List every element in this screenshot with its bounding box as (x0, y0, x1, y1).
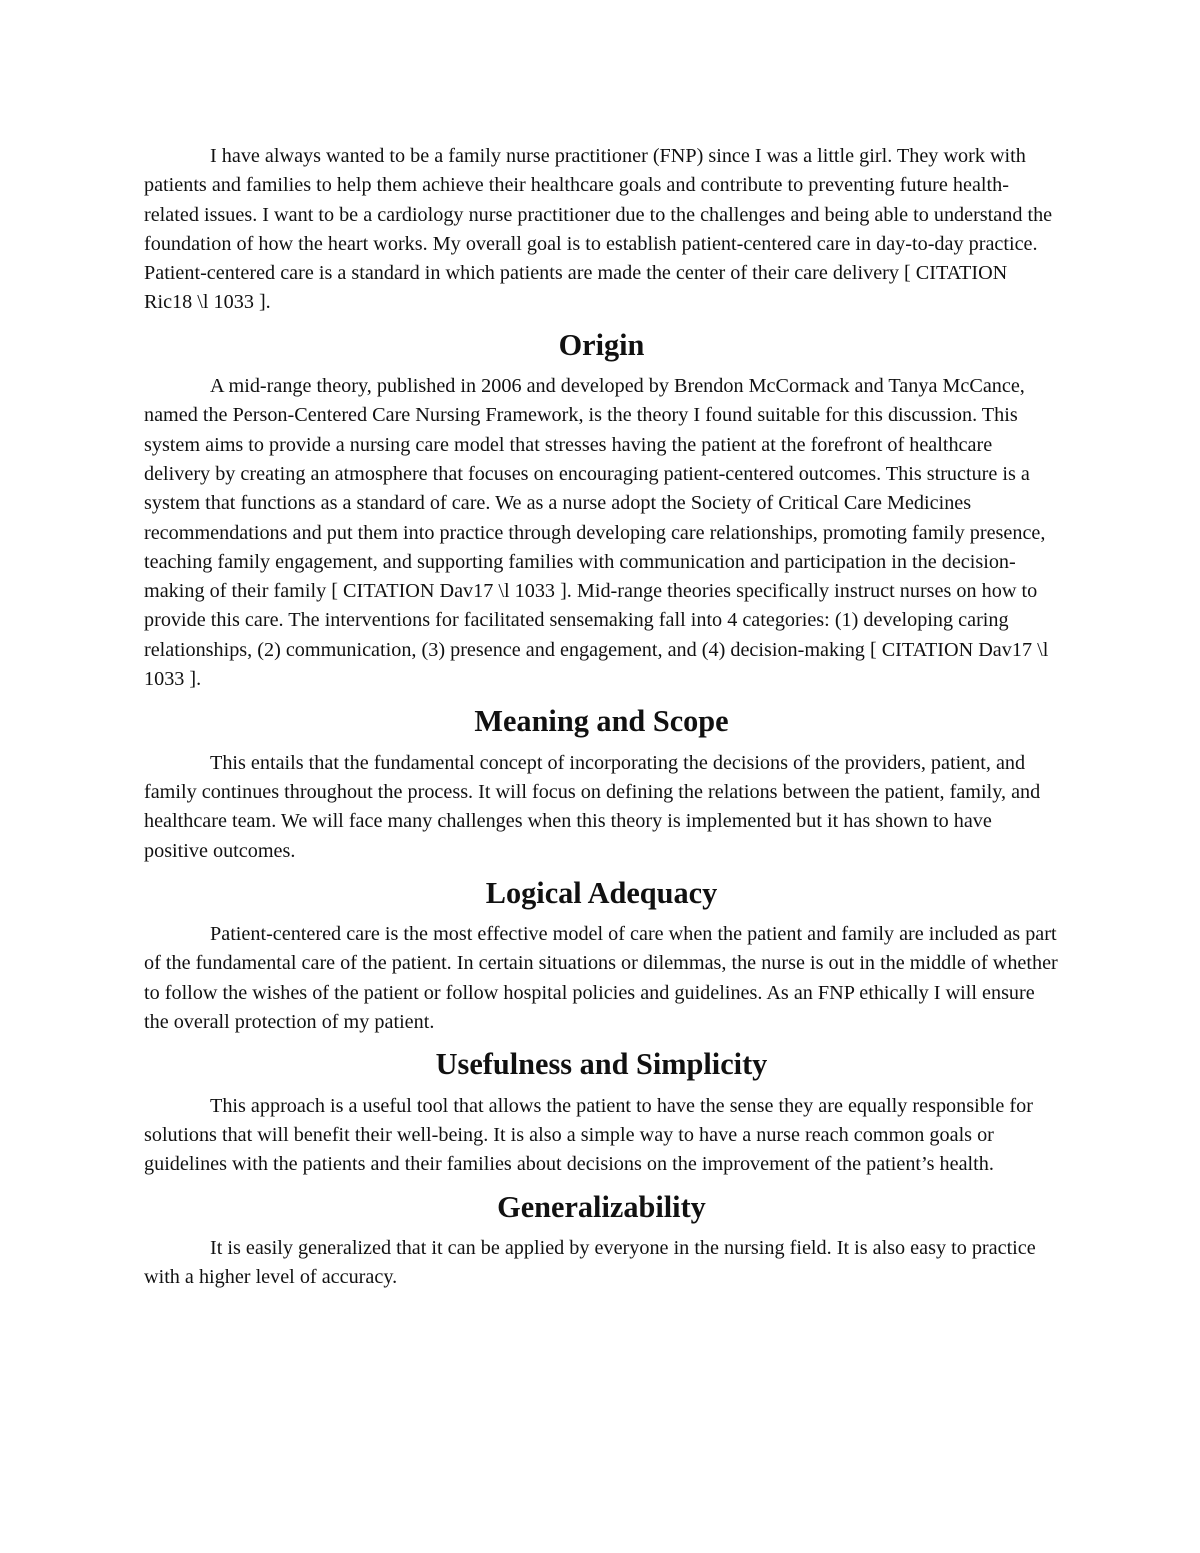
section-heading-usefulness-and-simplicity: Usefulness and Simplicity (435, 1047, 768, 1082)
section-body-generalizability: It is easily generalized that it can be applied by everyone in the nursing field. It is also easy to practice with a higher level of accuracy. (144, 1236, 1036, 1289)
section-body-meaning-and-scope: This entails that the fundamental concept of incorporating the decisions of the providers, patient, and family continues throughout the process. It will focus on defining the relations between the patient, family, and healthcare team. We will face many challenges when this theory is implemented but it has shown to have positive outcomes. (144, 751, 1041, 862)
intro-paragraph: I have always wanted to be a family nurse practitioner (FNP) since I was a little girl. They work with patients and families to help them achieve their healthcare goals and contribute to preventing future health-related issues. I want to be a cardiology nurse practitioner due to the challenges and being able to understand the foundation of how the heart works. My overall goal is to establish patient-centered care in day-to-day practice. Patient-centered care is a standard in which patients are made the center of their care delivery [ CITATION Ric18 \l 1033 ]. (144, 145, 1053, 314)
section-body-origin: A mid-range theory, published in 2006 and developed by Brendon McCormack and Tanya McCance, named the Person-Centered Care Nursing Framework, is the theory I found suitable for this discussion. This system aims to provide a nursing care model that stresses having the patient at the forefront of healthcare delivery by creating an atmosphere that focuses on encouraging patient-centered outcomes. This structure is a system that functions as a standard of care. We as a nurse adopt the Society of Critical Care Medicines recommendations and put them into practice through developing care relationships, promoting family presence, teaching family engagement, and supporting families with communication and participation in the decision-making of their family [ CITATION Dav17 \l 1033 ]. Mid-range theories specifically instruct nurses on how to provide this care. The interventions for facilitated sensemaking fall into 4 categories: (1) developing caring relationships, (2) communication, (3) presence and engagement, and (4) decision-making [ CITATION Dav17 \l 1033 ]. (144, 375, 1049, 691)
section-heading-origin: Origin (558, 327, 645, 362)
section-heading-generalizability: Generalizability (497, 1189, 706, 1224)
section-heading-logical-adequacy: Logical Adequacy (485, 875, 718, 910)
document-body (144, 142, 1059, 1292)
section-body-logical-adequacy: Patient-centered care is the most effective model of care when the patient and family are included as part of the fundamental care of the patient. In certain situations or dilemmas, the nurse is out in the middle of whether to follow the wishes of the patient or follow hospital policies and guidelines. As an FNP ethically I will ensure the overall protection of my patient. (144, 923, 1058, 1034)
section-body-usefulness-and-simplicity: This approach is a useful tool that allows the patient to have the sense they are equally responsible for solutions that will benefit their well-being. It is also a simple way to have a nurse reach common goals or guidelines with the patients and their families about decisions on the improvement of the patient’s health. (144, 1094, 1033, 1176)
section-heading-meaning-and-scope: Meaning and Scope (474, 704, 729, 739)
